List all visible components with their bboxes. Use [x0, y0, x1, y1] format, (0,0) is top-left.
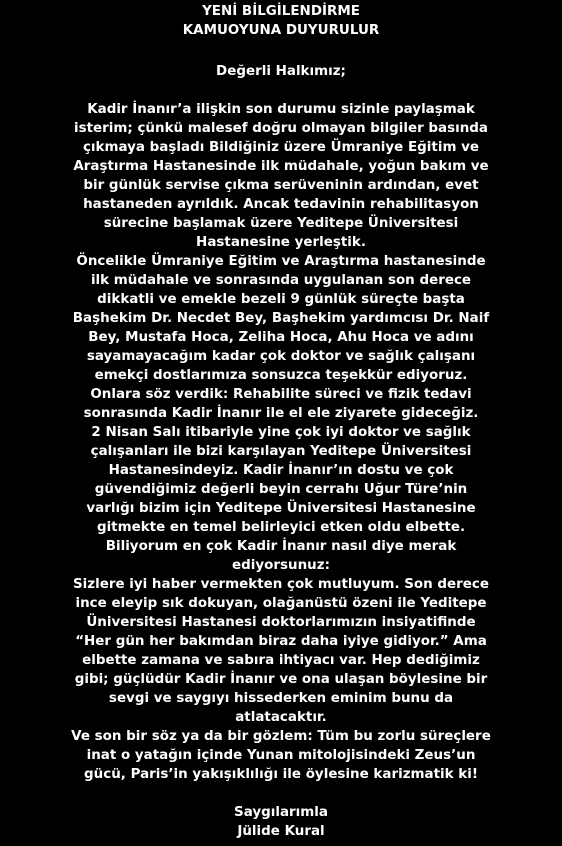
body-line: isterim; çünkü malesef doğru olmayan bilgiler basında	[73, 120, 489, 136]
body-line: çıkmaya başladı Bildiğiniz üzere Ümraniye Eğitim ve	[82, 139, 480, 155]
body-line: Ve son bir söz ya da bir gözlem: Tüm bu zorlu süreçlere	[71, 728, 491, 744]
body-line: varlığı bizim için Yeditepe Üniversitesi Hastanesine	[86, 500, 476, 516]
body-line: Araştırma Hastanesinde ilk müdahale, yoğun bakım ve	[73, 158, 489, 174]
body-line: çalışanları ile bizi karşılayan Yeditepe Üniversitesi	[90, 443, 472, 459]
body-line: sevgi ve saygıyı hissederken eminim bunu da	[108, 690, 454, 706]
body-line: atlatacaktır.	[235, 709, 327, 725]
closing: Saygılarımla	[234, 804, 328, 820]
body-line: Başhekim Dr. Necdet Bey, Başhekim yardımcısı Dr. Naif	[72, 310, 490, 326]
body-line: ediyorsunuz:	[232, 557, 330, 573]
body-line: Sizlere iyi haber vermekten çok mutluyum. Son derece	[72, 576, 490, 592]
body-line: sürecine başlamak üzere Yeditepe Üniversitesi	[103, 215, 459, 231]
body-line: hastaneden ayrıldık. Ancak tedavinin rehabilitasyon	[83, 196, 479, 212]
body-line: gitmekte en temel belirleyici etken oldu elbette.	[96, 519, 466, 535]
body-line: Hastanesindeyiz. Kadir İnanır’ın dostu ve çok	[108, 462, 454, 478]
body-line: Biliyorum en çok Kadir İnanır nasıl diye merak	[105, 538, 457, 554]
body-line: gibi; güçlüdür Kadir İnanır ve ona ulaşan böylesine bir	[74, 671, 488, 687]
body-line: “Her gün her bakımdan biraz daha iyiye gidiyor.” Ama	[75, 633, 487, 649]
body-line: güvendiğimiz değerli beyin cerrahı Uğur Türe’nin	[94, 481, 468, 497]
body-line: 2 Nisan Salı itibariyle yine çok iyi doktor ve sağlık	[91, 424, 471, 440]
body-line: sonrasında Kadir İnanır ile el ele ziyarete gideceğiz.	[83, 405, 479, 421]
body-line: sayamayacağım kadar çok doktor ve sağlık çalışanı	[86, 348, 476, 364]
body-line: emekçi dostlarımıza sonsuzca teşekkür ediyoruz.	[94, 367, 468, 383]
body-line: ince eleyip sık dokuyan, olağanüstü özeni ile Yeditepe	[75, 595, 487, 611]
body-line: Onlara söz verdik: Rehabilite süreci ve fizik tedavi	[90, 386, 472, 402]
body-line: dikkatli ve emekle bezeli 9 günlük süreçte başta	[97, 291, 465, 307]
body-line: ilk müdahale ve sonrasında uygulanan son derece	[90, 272, 472, 288]
body-line: inat o yatağın içinde Yunan mitolojisindeki Zeus’un	[86, 747, 476, 763]
body-line: Öncelikle Ümraniye Eğitim ve Araştırma hastanesinde	[76, 253, 486, 269]
body-line: Bey, Mustafa Hoca, Zeliha Hoca, Ahu Hoca ve adını	[88, 329, 474, 345]
body-line: Hastanesine yerleştik.	[196, 234, 366, 250]
signature: Jülide Kural	[237, 823, 325, 839]
body-line: bir günlük servise çıkma serüveninin ardından, evet	[83, 177, 479, 193]
heading-line-2: KAMUOYUNA DUYURULUR	[182, 22, 380, 38]
body-line: Üniversitesi Hastanesi doktorlarımızın insiyatifinde	[86, 614, 476, 630]
heading-line-1: YENİ BİLGİLENDİRME	[202, 3, 360, 19]
body-line: Kadir İnanır’a ilişkin son durumu sizinle paylaşmak	[87, 101, 475, 117]
body-line: gücü, Paris’in yakışıklılığı ile öylesine karizmatik ki!	[84, 766, 478, 782]
salutation: Değerli Halkımız;	[216, 63, 346, 79]
body-line: elbette zamana ve sabıra ihtiyacı var. Hep dediğimiz	[82, 652, 480, 668]
